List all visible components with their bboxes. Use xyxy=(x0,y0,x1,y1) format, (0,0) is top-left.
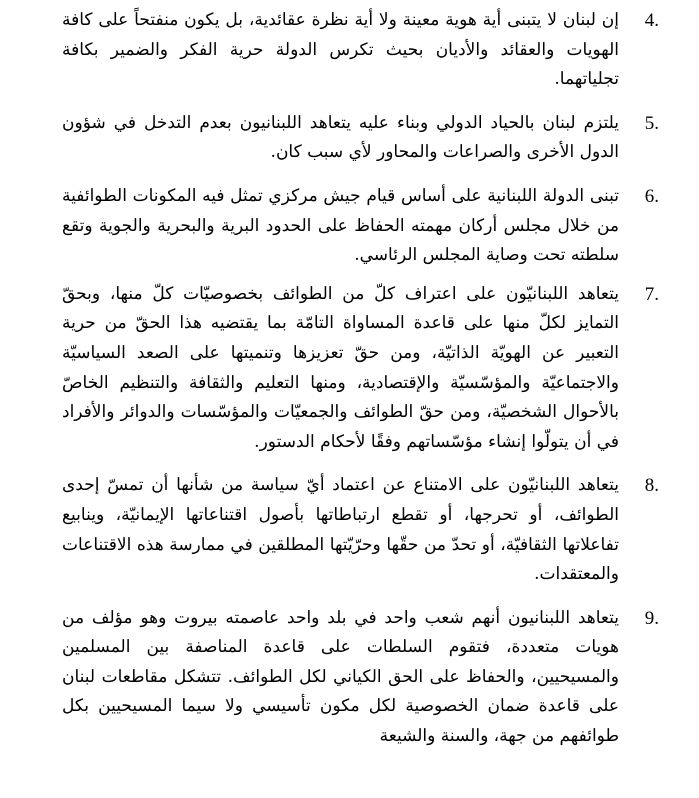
item-number: 6. xyxy=(644,185,659,207)
item-number: 7. xyxy=(644,283,659,305)
item-spacer xyxy=(62,271,659,280)
list-item-6 xyxy=(62,182,659,271)
item-text: تبنى الدولة اللبنانية على أساس قيام جيش مركزي تمثل فيه المكونات الطوائفية من خلال مجلس أركان مهمته الحفاظ على الحدود البرية والبحرية والجوية وتقع سلطته تحت وصاية المجلس الرئاسي. xyxy=(62,185,619,266)
list-item-9 xyxy=(62,604,659,752)
item-number: 5. xyxy=(644,112,659,134)
list-item-4 xyxy=(62,6,659,95)
item-number: 9. xyxy=(644,607,659,629)
item-text: يتعاهد اللبنانيّون على اعتراف كلّ من الطوائف بخصوصيّات كلّ منها، وبحقّ التمايز لكلّ منها على قاعدة المساواة التامّة بما يقتضيه هذا الحقّ من حرية التعبير عن الهويّة الذاتيّة، ومن حقّ تعزيزها وتنميتها على الصعد السياسيّة والاجتماعيّة والمؤسّسيّة والإقتصادية، ومنها التعليم والثقافة والتنظيم الخاصّ بالأحوال الشخصيّة، ومن حقّ الطوائف والجمعيّات والمؤسّسات والدوائر والأفراد في أن يتولّوا إنشاء مؤسّساتهم وفقًا لأحكام الدستور. xyxy=(62,283,619,452)
item-number: 4. xyxy=(644,10,659,31)
item-text: يتعاهد اللبنانيون أنهم شعب واحد في بلد واحد عاصمته بيروت وهو مؤلف من هويات متعددة، فتقوم السلطات على قاعدة المناصفة بين المسلمين والمسيحيين، والحفاظ على الحق الكياني لكل الطوائف. تتشكل مقاطعات لبنان على قاعدة ضمان الخصوصية لكل مكون تأسيسي ولا سيما المسيحيين بكل طوائفهم من جهة، والسنة والشيعة xyxy=(62,607,619,747)
item-spacer xyxy=(62,590,659,604)
numbered-article-list xyxy=(62,6,659,752)
item-spacer xyxy=(62,168,659,182)
item-spacer xyxy=(62,95,659,109)
list-item-7 xyxy=(62,280,659,458)
item-number: 8. xyxy=(644,475,659,497)
item-text: يلتزم لبنان بالحياد الدولي وبناء عليه يتعاهد اللبنانيون بعدم التدخل في شؤون الدول الأخرى والصراعات والمحاور لأي سبب كان. xyxy=(62,112,619,163)
list-item-8 xyxy=(62,471,659,589)
item-spacer xyxy=(62,457,659,471)
item-text: إن لبنان لا يتبنى أية هوية معينة ولا أية نظرة عقائدية، بل يكون منفتحاً على كافة الهويات والعقائد والأديان بحيث تكرس الدولة حرية الفكر والضمير بكافة تجلياتهما. xyxy=(62,10,619,90)
item-text: يتعاهد اللبنانيّون على الامتناع عن اعتماد أيّ سياسة من شأنها أن تمسّ إحدى الطوائف، أو تحرجها، أو تقطع ارتباطاتها بأصول اقتناعاتها الإيمانيّة، وينابيع تفاعلاتها الثقافيّة، أو تحدّ من حقّها وحرّيّتها المطلقين في ممارسة هذه الاقتناعات والمعتقدات. xyxy=(62,475,619,585)
list-item-5 xyxy=(62,109,659,168)
